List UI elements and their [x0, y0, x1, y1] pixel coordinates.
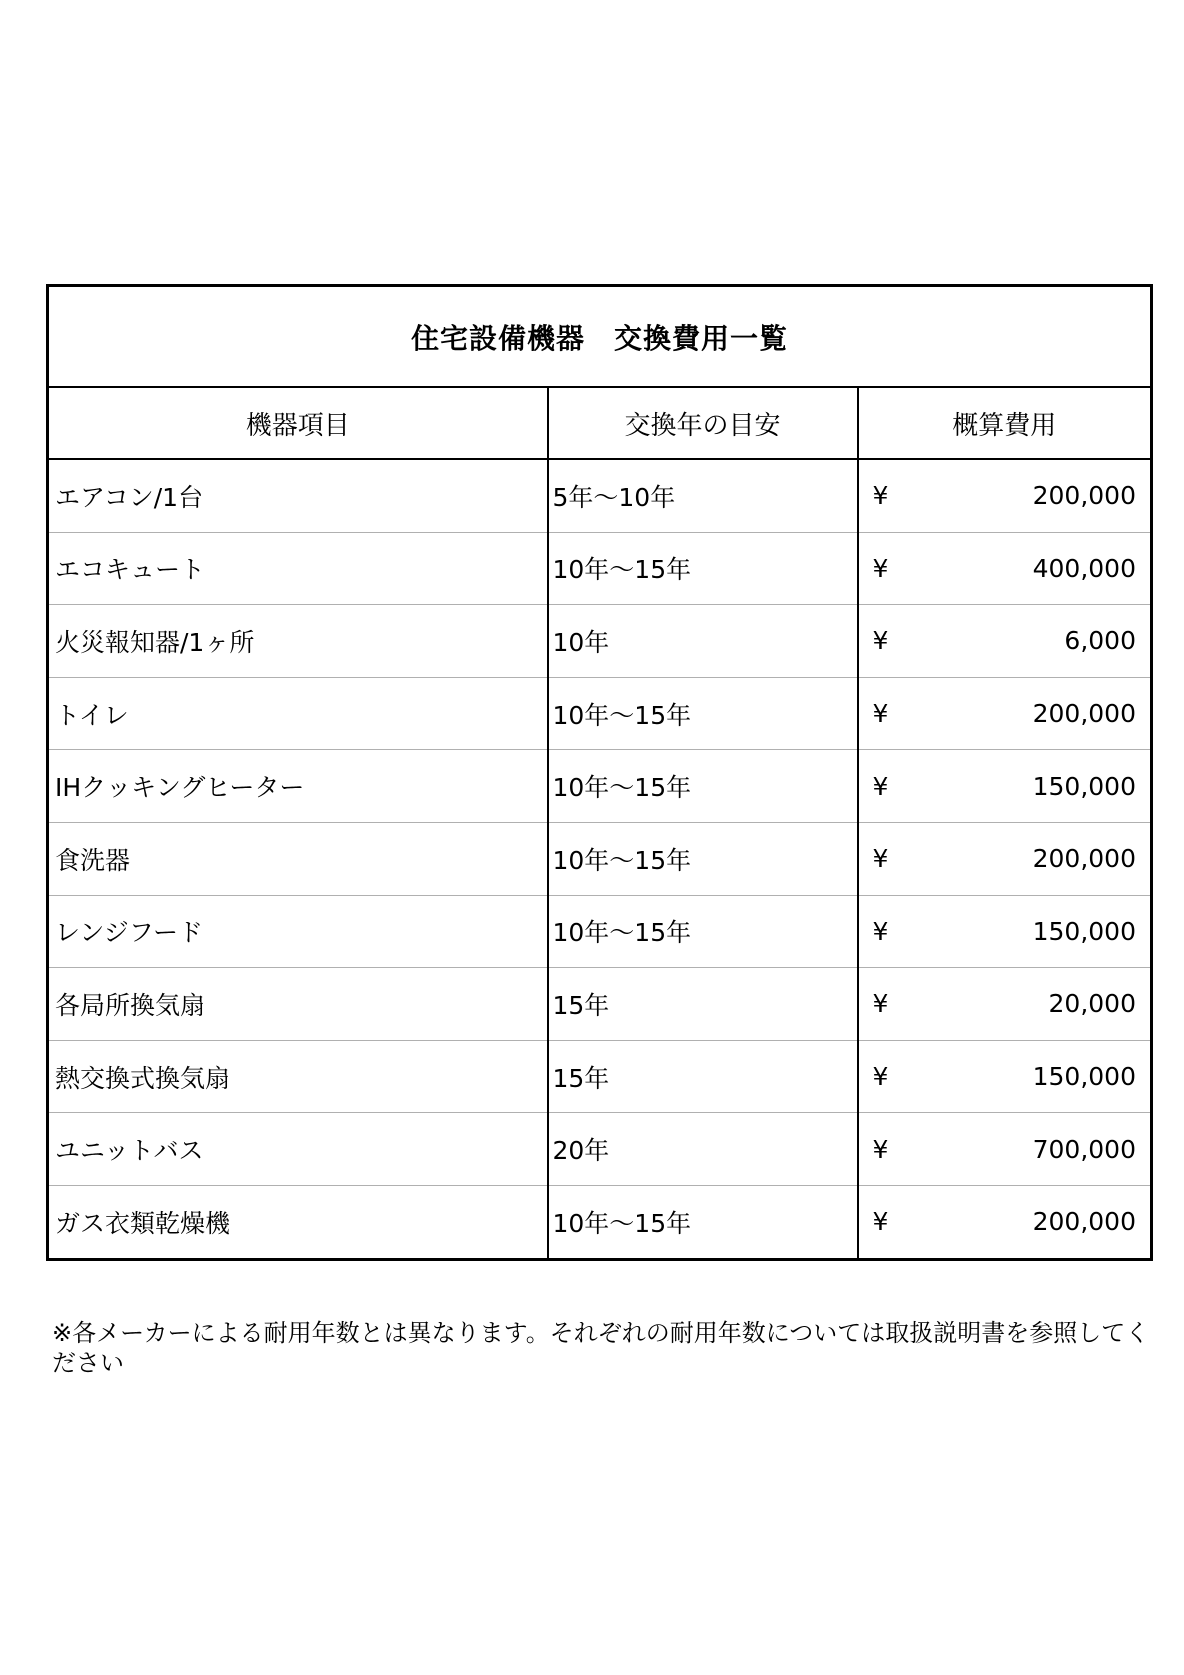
- cost-cell: [858, 1185, 1152, 1259]
- yen-sign: ¥: [872, 916, 889, 946]
- yen-sign: ¥: [872, 1134, 889, 1164]
- table-row: [48, 1040, 1152, 1113]
- cost-cell: [858, 1040, 1152, 1113]
- yen-sign: ¥: [872, 771, 889, 801]
- cost-cell: [858, 605, 1152, 678]
- yen-sign: ¥: [872, 1062, 889, 1092]
- cost-cell: [858, 532, 1152, 605]
- years-cell: 20年: [548, 1113, 858, 1186]
- cost-value: 400,000: [1032, 553, 1136, 583]
- table-row: [48, 750, 1152, 823]
- item-cell: IHクッキングヒーター: [48, 750, 548, 823]
- years-cell: 10年～15年: [548, 1185, 858, 1259]
- table-row: [48, 822, 1152, 895]
- years-cell: 10年～15年: [548, 895, 858, 968]
- cost-value: 200,000: [1032, 699, 1136, 729]
- item-cell: エコキュート: [48, 532, 548, 605]
- years-cell: 10年～15年: [548, 532, 858, 605]
- yen-sign: ¥: [872, 699, 889, 729]
- item-cell: トイレ: [48, 677, 548, 750]
- header-row: [48, 387, 1152, 459]
- yen-sign: ¥: [872, 844, 889, 874]
- footnote: ※各メーカーによる耐用年数とは異なります。それぞれの耐用年数については取扱説明書を参照してください: [52, 1319, 1150, 1377]
- cost-cell: [858, 1113, 1152, 1186]
- cost-cell: [858, 677, 1152, 750]
- header-item: 機器項目: [48, 387, 548, 459]
- header-cost: 概算費用: [858, 387, 1152, 459]
- item-cell: 各局所換気扇: [48, 968, 548, 1041]
- cost-cell: [858, 895, 1152, 968]
- item-cell: 食洗器: [48, 822, 548, 895]
- table-row: [48, 677, 1152, 750]
- cost-value: 200,000: [1032, 844, 1136, 874]
- header-years: 交換年の目安: [548, 387, 858, 459]
- cost-cell: [858, 750, 1152, 823]
- table-title: 住宅設備機器 交換費用一覧: [48, 286, 1152, 388]
- item-cell: 熱交換式換気扇: [48, 1040, 548, 1113]
- title-row: [48, 286, 1152, 388]
- years-cell: 10年～15年: [548, 822, 858, 895]
- cost-value: 150,000: [1032, 1062, 1136, 1092]
- yen-sign: ¥: [872, 989, 889, 1019]
- item-cell: ガス衣類乾燥機: [48, 1185, 548, 1259]
- table-row: [48, 532, 1152, 605]
- cost-table: [46, 284, 1153, 1261]
- cost-value: 150,000: [1032, 916, 1136, 946]
- cost-value: 200,000: [1032, 1207, 1136, 1237]
- years-cell: 15年: [548, 968, 858, 1041]
- yen-sign: ¥: [872, 481, 889, 511]
- item-cell: レンジフード: [48, 895, 548, 968]
- table-row: [48, 1185, 1152, 1259]
- item-cell: エアコン/1台: [48, 459, 548, 532]
- years-cell: 15年: [548, 1040, 858, 1113]
- cost-value: 200,000: [1032, 481, 1136, 511]
- years-cell: 10年～15年: [548, 750, 858, 823]
- years-cell: 5年～10年: [548, 459, 858, 532]
- cost-cell: [858, 459, 1152, 532]
- table-row: [48, 895, 1152, 968]
- years-cell: 10年: [548, 605, 858, 678]
- yen-sign: ¥: [872, 1207, 889, 1237]
- yen-sign: ¥: [872, 553, 889, 583]
- table-row: [48, 459, 1152, 532]
- cost-value: 6,000: [1064, 626, 1136, 656]
- yen-sign: ¥: [872, 626, 889, 656]
- table-row: [48, 968, 1152, 1041]
- cost-value: 700,000: [1032, 1134, 1136, 1164]
- cost-value: 150,000: [1032, 771, 1136, 801]
- table-row: [48, 605, 1152, 678]
- table-row: [48, 1113, 1152, 1186]
- cost-cell: [858, 968, 1152, 1041]
- item-cell: 火災報知器/1ヶ所: [48, 605, 548, 678]
- cost-cell: [858, 822, 1152, 895]
- cost-value: 20,000: [1048, 989, 1136, 1019]
- item-cell: ユニットバス: [48, 1113, 548, 1186]
- years-cell: 10年～15年: [548, 677, 858, 750]
